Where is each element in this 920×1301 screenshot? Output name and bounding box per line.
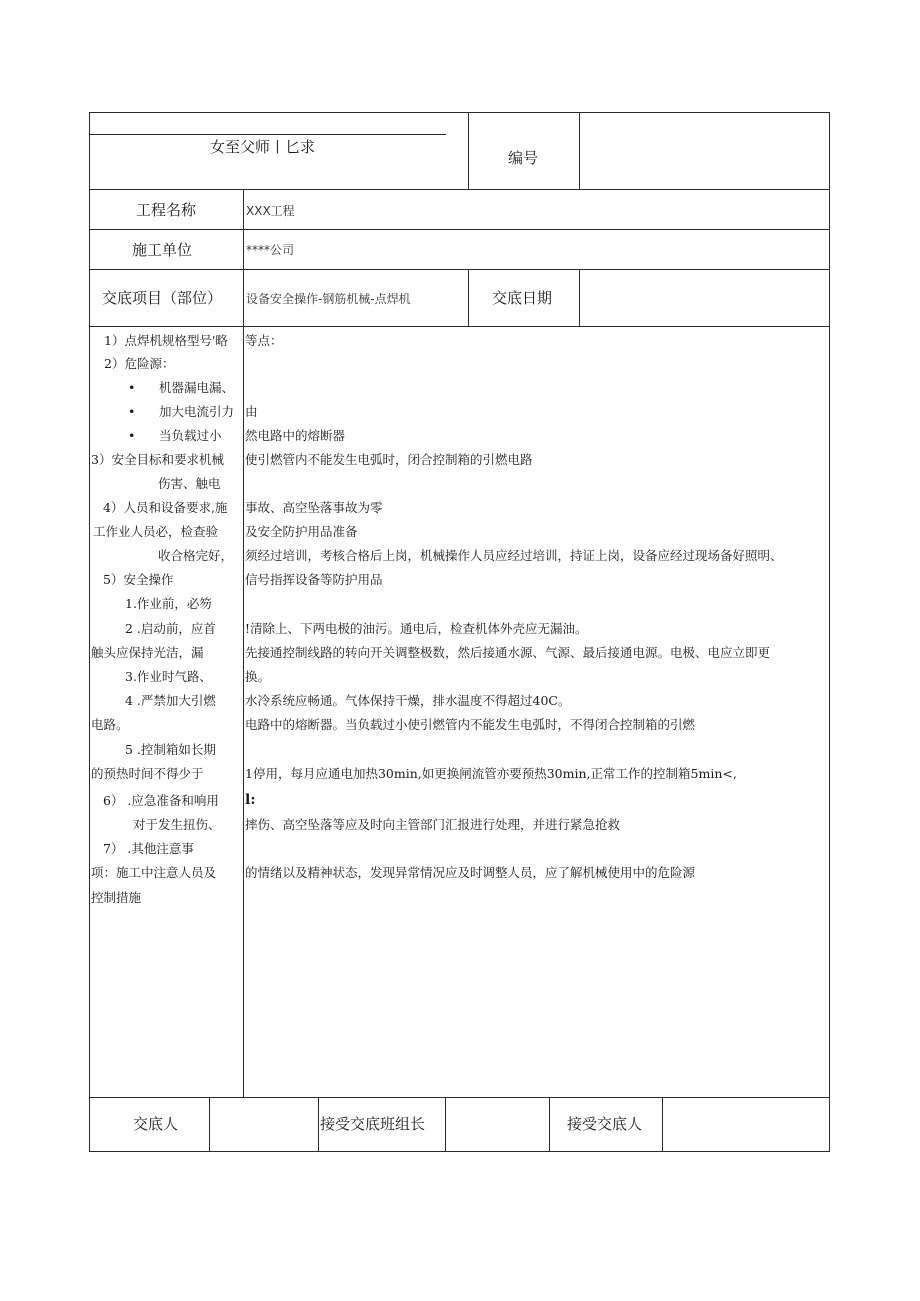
title-underline xyxy=(89,134,446,135)
content-line: 摔伤、高空坠落等应及时向主管部门汇报进行处理，并进行紧急抢救 xyxy=(245,817,621,832)
bullet-icon: • xyxy=(128,380,136,395)
content-line: 1）点焊机规格型号'略 xyxy=(104,333,228,348)
construction-unit-label: 施工单位 xyxy=(132,241,193,259)
table-border xyxy=(89,1097,830,1098)
receiver-label: 接受交底人 xyxy=(567,1115,643,1133)
content-line: 机器漏电漏、 xyxy=(159,380,235,395)
table-border xyxy=(243,189,244,1097)
content-line: 电路。 xyxy=(91,717,129,732)
bullet-icon: • xyxy=(128,428,136,443)
disclosure-date-label: 交底日期 xyxy=(492,289,553,307)
table-border xyxy=(829,112,830,1152)
content-line: 控制措施 xyxy=(91,890,142,905)
content-line: 换。 xyxy=(245,669,271,684)
content-line: 3）安全目标和要求机械 xyxy=(91,452,224,467)
content-line: 水冷系统应畅通。气体保持干燥，排水温度不得超过40C。 xyxy=(245,693,571,708)
table-border xyxy=(89,269,830,270)
table-border xyxy=(89,229,830,230)
discloser-label: 交底人 xyxy=(133,1115,179,1133)
construction-unit-value[interactable]: ****公司 xyxy=(246,243,295,257)
content-line: 4）人员和设备要求,施 xyxy=(103,500,228,515)
table-border xyxy=(662,1097,663,1151)
content-line: 2 .启动前，应首 xyxy=(125,621,216,636)
table-border xyxy=(209,1097,210,1151)
content-line: 6） .应急准备和响用 xyxy=(103,793,219,808)
content-line: 的情绪以及精神状态，发现异常情况应及时调整人员，应了解机械使用中的危险源 xyxy=(245,865,696,880)
table-border xyxy=(89,112,830,113)
table-border xyxy=(445,1097,446,1151)
table-border xyxy=(89,189,830,190)
content-line: 4 .严禁加大引燃 xyxy=(125,693,216,708)
content-line: 7） .其他注意事 xyxy=(103,841,194,856)
table-border xyxy=(89,326,830,327)
project-name-label: 工程名称 xyxy=(136,201,197,219)
content-line: 使引燃管内不能发生电弧时，闭合控制箱的引燃电路 xyxy=(245,452,533,467)
bullet-icon: • xyxy=(128,404,136,419)
content-line: 等点： xyxy=(245,333,283,348)
number-label: 编号 xyxy=(508,149,539,167)
content-line: 收合格完好， xyxy=(158,548,234,563)
table-border xyxy=(579,112,580,189)
content-line: 须经过培训，考核合格后上岗，机械操作人员应经过培训，持证上岗，设备应经过现场备好照明、 xyxy=(245,548,783,563)
content-line: 当负载过小 xyxy=(159,428,222,443)
document-title: 女至父师丨匕求 xyxy=(210,138,316,156)
content-line: 3.作业时气路、 xyxy=(125,669,212,684)
content-line: 对于发生扭伤、 xyxy=(133,817,221,832)
team-leader-label: 接受交底班组长 xyxy=(320,1115,426,1133)
content-line: 然电路中的熔断器 xyxy=(245,428,346,443)
content-line: 2）危险源： xyxy=(104,356,175,371)
disclosure-item-value[interactable]: 设备安全操作-钢筋机械-点焊机 xyxy=(246,292,411,306)
content-line: 的预热时间不得少于 xyxy=(91,766,204,781)
disclosure-item-label: 交底项目（部位） xyxy=(102,289,223,307)
content-line: 加大电流引力 xyxy=(159,404,235,419)
project-name-value[interactable]: XXX工程 xyxy=(246,204,295,218)
content-line: 由 xyxy=(245,404,258,419)
content-line: 电路中的熔断器。当负载过小使引燃管内不能发生电弧时，不得闭合控制箱的引燃 xyxy=(245,717,696,732)
content-line: 1.作业前，必笏 xyxy=(125,596,212,611)
content-line: 工作业人员必，检查验 xyxy=(93,524,219,539)
table-border xyxy=(549,1097,550,1151)
table-border xyxy=(318,1097,319,1151)
content-line: 事故、高空坠落事故为零 xyxy=(245,500,383,515)
content-line: 5）安全操作 xyxy=(103,572,174,587)
content-line: 1停用，每月应通电加热30min,如更换闸流管亦要预热30min,正常工作的控制箱5min<, xyxy=(245,766,737,781)
table-border xyxy=(468,269,469,326)
content-line: 项：施工中注意人员及 xyxy=(91,865,217,880)
content-line: 5 .控制箱如长期 xyxy=(125,742,216,757)
content-line: !清除上、下两电极的油污。通电后，检查机体外壳应无漏油。 xyxy=(245,621,588,636)
content-line: 及安全防护用品准备 xyxy=(245,524,358,539)
table-border xyxy=(89,1151,830,1152)
content-line: 触头应保持光洁，漏 xyxy=(91,645,204,660)
content-line: l: xyxy=(245,792,256,808)
table-border xyxy=(579,269,580,326)
table-border xyxy=(468,112,469,189)
content-line: 伤害、触电 xyxy=(158,476,221,491)
content-line: 信号指挥设备等防护用品 xyxy=(245,572,383,587)
table-border xyxy=(89,112,90,1152)
content-line: 先接通控制线路的转向开关调整极数，然后接通水源、气源、最后接通电源。电极、电应立即更 xyxy=(245,645,771,660)
